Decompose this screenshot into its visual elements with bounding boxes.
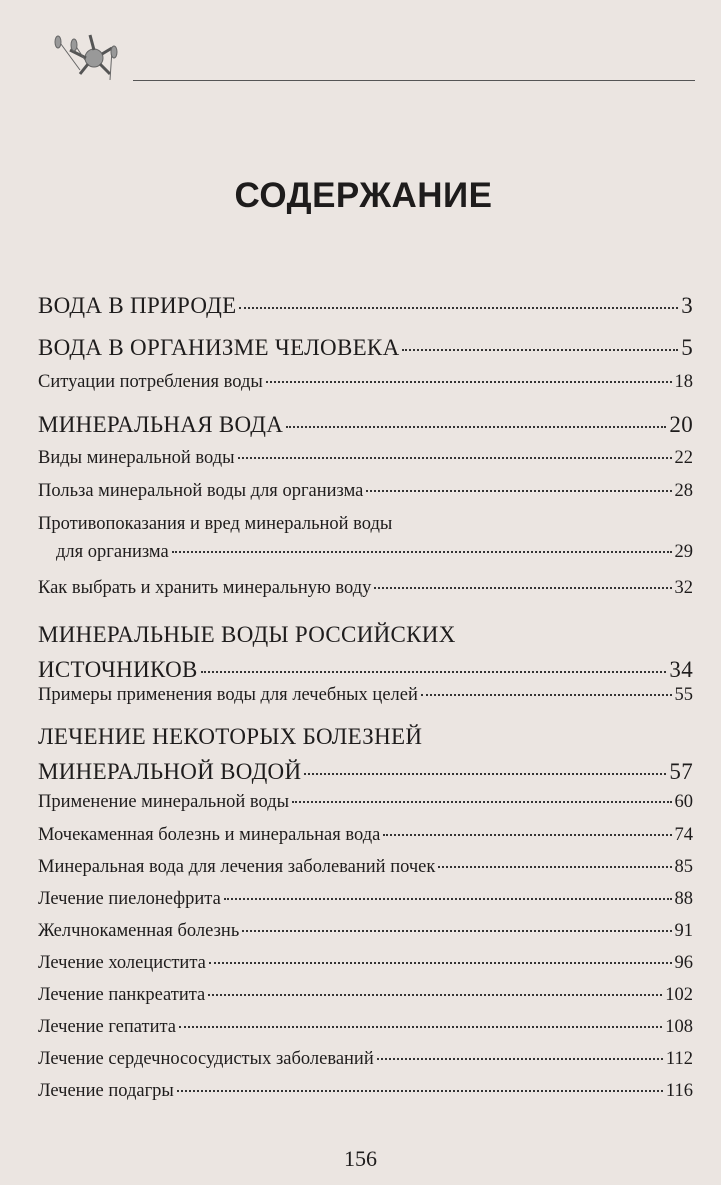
dot-leader — [239, 307, 678, 309]
toc-entry — [38, 335, 693, 370]
toc-entry-title: ИСТОЧНИКОВ — [38, 657, 198, 682]
toc-entry — [38, 889, 693, 917]
dot-leader — [224, 898, 672, 900]
toc-entry-title: Лечение пиелонефрита — [38, 889, 221, 909]
toc-entry — [38, 622, 693, 692]
dot-leader — [238, 457, 672, 459]
toc-entry-title: Лечение гепатита — [38, 1017, 177, 1037]
dot-leader — [242, 930, 671, 932]
toc-entry — [38, 372, 693, 400]
page-title: СОДЕРЖАНИЕ — [234, 176, 493, 215]
toc-entry-page: 85 — [674, 857, 693, 877]
toc-entry-page: 57 — [669, 759, 693, 784]
toc-entry-page: 108 — [665, 1017, 693, 1037]
toc-entry-page: 74 — [674, 825, 693, 845]
toc-entry — [38, 953, 693, 981]
dot-leader — [374, 587, 671, 589]
dot-leader — [402, 349, 678, 351]
dot-leader — [266, 381, 672, 383]
toc-entry-page: 102 — [665, 985, 693, 1005]
dot-leader — [383, 834, 671, 836]
toc-entry-title: Лечение холецистита — [38, 953, 206, 973]
toc-entry-page: 112 — [665, 1049, 693, 1069]
toc-entry-title: МИНЕРАЛЬНАЯ ВОДА — [38, 412, 284, 437]
toc-entry — [38, 481, 693, 509]
toc-entry — [38, 825, 693, 853]
toc-entry-title: Противопоказания и вред минеральной воды — [38, 514, 393, 534]
toc-entry-page: 3 — [681, 293, 693, 318]
toc-entry — [38, 792, 693, 820]
toc-entry-page: 29 — [674, 542, 693, 562]
toc-entry-title: ЛЕЧЕНИЕ НЕКОТОРЫХ БОЛЕЗНЕЙ — [38, 724, 423, 749]
toc-entry-title: Виды минеральной воды — [38, 448, 235, 468]
toc-entry-title: МИНЕРАЛЬНОЙ ВОДОЙ — [38, 759, 302, 784]
dot-leader — [172, 551, 672, 553]
dot-leader — [201, 671, 667, 673]
toc-entry-page: 32 — [674, 578, 693, 598]
dot-leader — [292, 801, 671, 803]
toc-entry-title: для организма — [56, 542, 169, 562]
toc-entry — [38, 685, 693, 713]
toc-entry-title: Как выбрать и хранить минеральную воду — [38, 578, 372, 598]
dot-leader — [209, 962, 672, 964]
toc-entry-title: ВОДА В ПРИРОДЕ — [38, 293, 237, 318]
toc-entry-page: 96 — [674, 953, 693, 973]
toc-entry-title: Желчнокаменная болезнь — [38, 921, 240, 941]
dot-leader — [366, 490, 671, 492]
toc-entry — [38, 293, 693, 328]
toc-entry-page: 60 — [674, 792, 693, 812]
toc-entry-title: Лечение панкреатита — [38, 985, 206, 1005]
toc-entry-page: 116 — [665, 1081, 693, 1101]
header-rule — [133, 80, 695, 81]
dot-leader — [208, 994, 662, 996]
toc-entry — [38, 1017, 693, 1045]
toc-entry-title: Примеры применения воды для лечебных целей — [38, 685, 418, 705]
toc-entry-page: 91 — [674, 921, 693, 941]
toc-entry — [38, 857, 693, 885]
dot-leader — [421, 694, 672, 696]
flower-ornament-icon — [30, 30, 120, 90]
toc-entry-page: 22 — [674, 448, 693, 468]
dot-leader — [304, 773, 666, 775]
toc-entry-page: 18 — [674, 372, 693, 392]
toc-entry-page: 20 — [669, 412, 693, 437]
toc-entry-title: Применение минеральной воды — [38, 792, 290, 812]
toc-entry — [38, 514, 693, 570]
toc-entry — [38, 921, 693, 949]
dot-leader — [438, 866, 671, 868]
toc-entry-title: ВОДА В ОРГАНИЗМЕ ЧЕЛОВЕКА — [38, 335, 400, 360]
toc-entry-title: Лечение сердечнососудистых заболеваний — [38, 1049, 374, 1069]
toc-entry-title: Польза минеральной воды для организма — [38, 481, 364, 501]
toc-entry-page: 34 — [669, 657, 693, 682]
toc-entry — [38, 1081, 693, 1109]
dot-leader — [177, 1090, 663, 1092]
toc-entry — [38, 412, 693, 447]
dot-leader — [286, 426, 666, 428]
toc-entry — [38, 448, 693, 476]
toc-entry-title: Минеральная вода для лечения заболеваний почек — [38, 857, 436, 877]
toc-entry-page: 55 — [674, 685, 693, 705]
toc-entry — [38, 578, 693, 606]
dot-leader — [179, 1026, 662, 1028]
toc-entry-title: Мочекаменная болезнь и минеральная вода — [38, 825, 381, 845]
toc-entry — [38, 985, 693, 1013]
toc-entry-page: 88 — [674, 889, 693, 909]
toc-entry — [38, 1049, 693, 1077]
page-number: 156 — [344, 1146, 377, 1171]
toc-entry — [38, 724, 693, 794]
toc-entry-page: 28 — [674, 481, 693, 501]
dot-leader — [377, 1058, 663, 1060]
toc-entry-title: МИНЕРАЛЬНЫЕ ВОДЫ РОССИЙСКИХ — [38, 622, 456, 647]
toc-entry-title: Ситуации потребления воды — [38, 372, 263, 392]
toc-entry-title: Лечение подагры — [38, 1081, 174, 1101]
toc-entry-page: 5 — [681, 335, 693, 360]
